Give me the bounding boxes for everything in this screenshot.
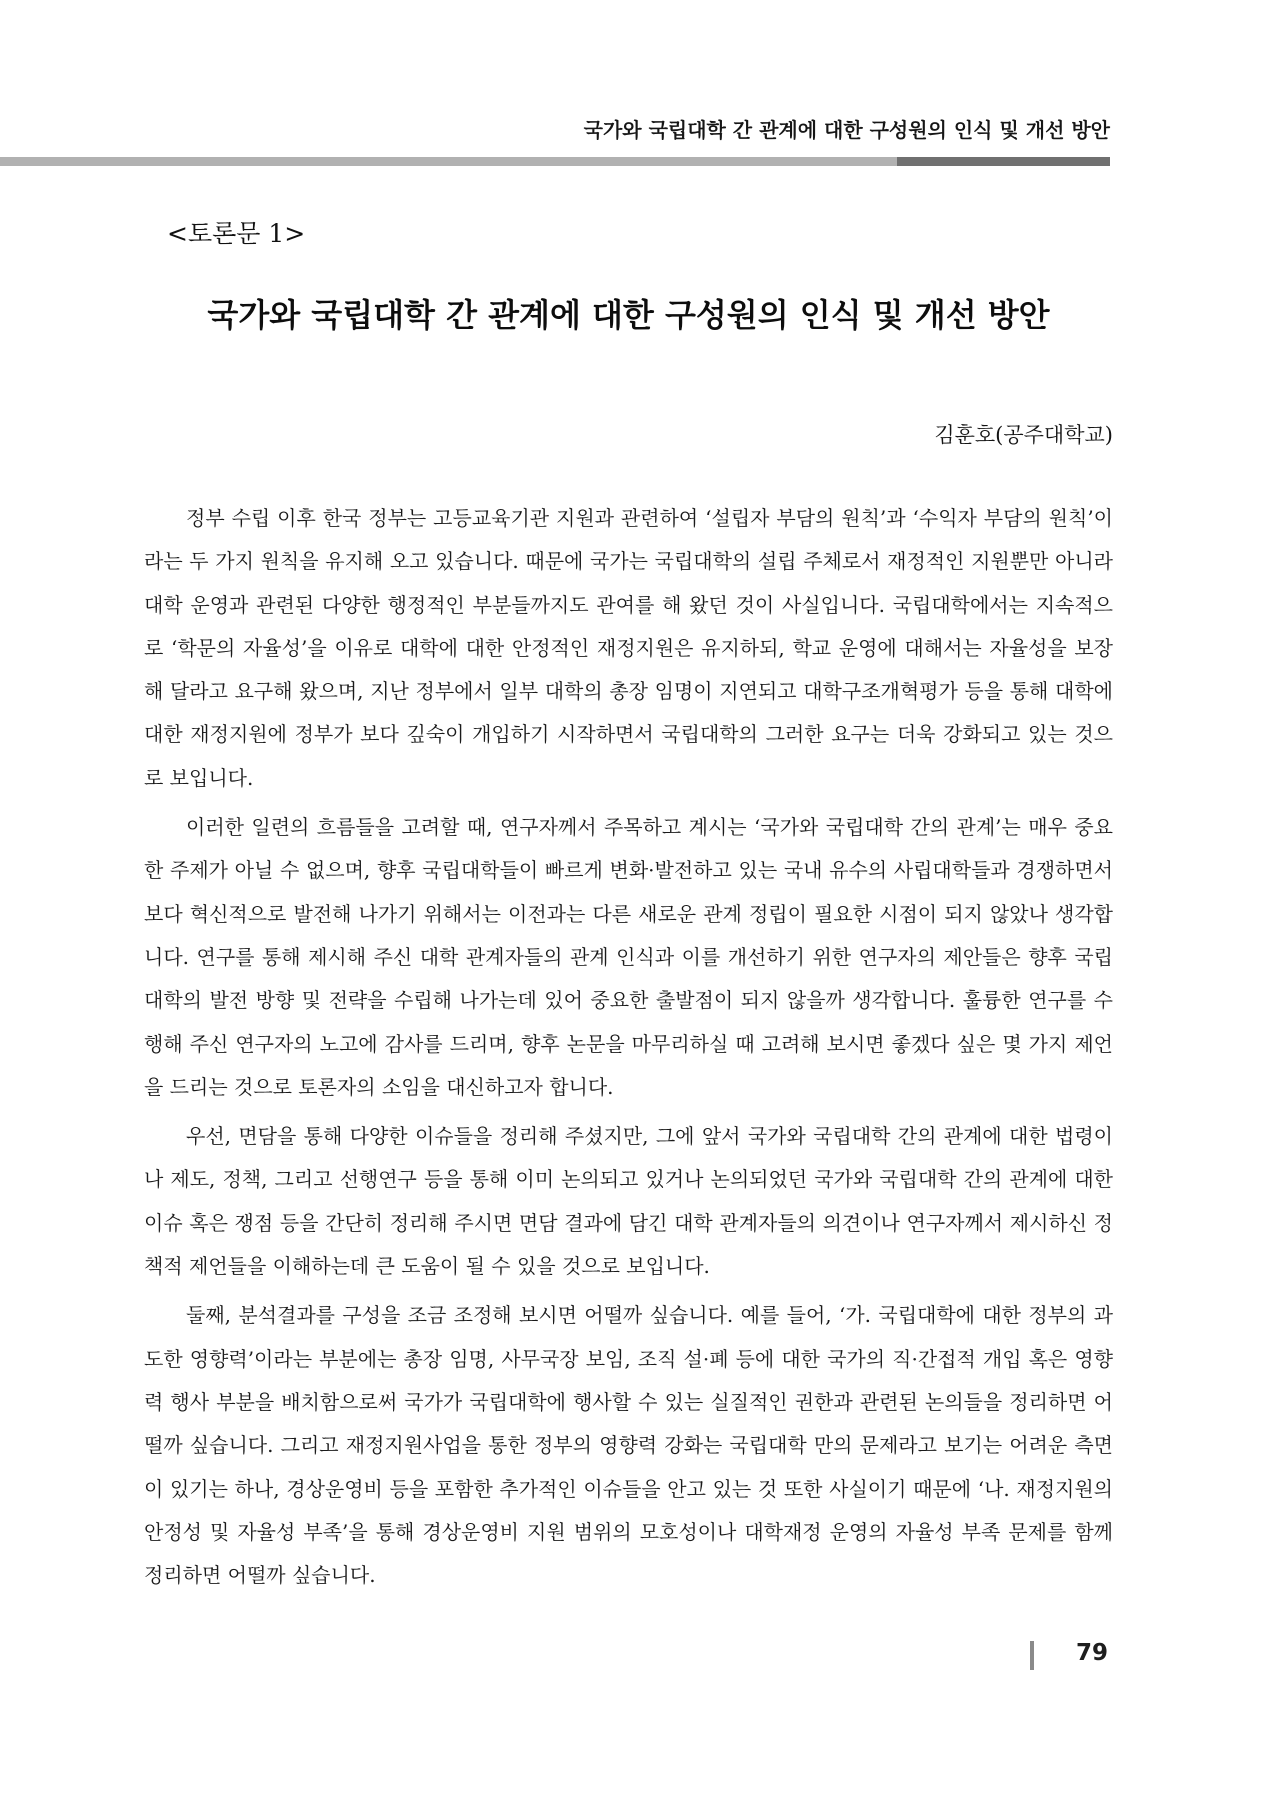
author-affiliation: 김훈호(공주대학교)	[934, 423, 1113, 447]
page-number-divider	[1030, 1641, 1034, 1670]
header-rule-light-segment	[0, 157, 897, 166]
header-rule	[0, 157, 1110, 166]
paragraph-1: 정부 수립 이후 한국 정부는 고등교육기관 지원과 관련하여 ‘설립자 부담의 원칙’과 ‘수익자 부담의 원칙’이라는 두 가지 원칙을 유지해 오고 있습니다. 때문에 국가는 국립대학의 설립 주체로서 재정적인 지원뿐만 아니라 대학 운영과 관련된 다양한 행정적인 부분들까지도 관여를 해 왔던 것이 사실입니다. 국립대학에서는 지속적으로 ‘학문의 자율성’을 이유로 대학에 대한 안정적인 재정지원은 유지하되, 학교 운영에 대해서는 자율성을 보장해 달라고 요구해 왔으며, 지난 정부에서 일부 대학의 총장 임명이 지연되고 대학구조개혁평가 등을 통해 대학에 대한 재정지원에 정부가 보다 깊숙이 개입하기 시작하면서 국립대학의 그러한 요구는 더욱 강화되고 있는 것으로 보입니다.	[144, 506, 1113, 790]
paragraph-4: 둘째, 분석결과를 구성을 조금 조정해 보시면 어떨까 싶습니다. 예를 들어, ‘가. 국립대학에 대한 정부의 과도한 영향력’이라는 부분에는 총장 임명, 사무국장 보임, 조직 설·폐 등에 대한 국가의 직·간접적 개입 혹은 영향력 행사 부분을 배치함으로써 국가가 국립대학에 행사할 수 있는 실질적인 권한과 관련된 논의들을 정리하면 어떨까 싶습니다. 그리고 재정지원사업을 통한 정부의 영향력 강화는 국립대학 만의 문제라고 보기는 어려운 측면이 있기는 하나, 경상운영비 등을 포함한 추가적인 이슈들을 안고 있는 것 또한 사실이기 때문에 ‘나. 재정지원의 안정성 및 자율성 부족’을 통해 경상운영비 지원 범위의 모호성이나 대학재정 운영의 자율성 부족 문제를 함께 정리하면 어떨까 싶습니다.	[144, 1303, 1113, 1588]
page-number: 79	[1076, 1640, 1109, 1666]
document-body	[144, 497, 1113, 1597]
running-header-title: 국가와 국립대학 간 관계에 대한 구성원의 인식 및 개선 방안	[583, 118, 1110, 142]
header-rule-dark-segment	[897, 157, 1110, 166]
discussion-paper-label: <토론문 1>	[167, 219, 306, 248]
paragraph-3: 우선, 면담을 통해 다양한 이슈들을 정리해 주셨지만, 그에 앞서 국가와 국립대학 간의 관계에 대한 법령이나 제도, 정책, 그리고 선행연구 등을 통해 이미 논의되고 있거나 논의되었던 국가와 국립대학 간의 관계에 대한 이슈 혹은 쟁점 등을 간단히 정리해 주시면 면담 결과에 담긴 대학 관계자들의 의견이나 연구자께서 제시하신 정책적 제언들을 이해하는데 큰 도움이 될 수 있을 것으로 보입니다.	[144, 1124, 1113, 1279]
page-title: 국가와 국립대학 간 관계에 대한 구성원의 인식 및 개선 방안	[207, 296, 1050, 334]
paragraph-2: 이러한 일련의 흐름들을 고려할 때, 연구자께서 주목하고 계시는 ‘국가와 국립대학 간의 관계’는 매우 중요한 주제가 아닐 수 없으며, 향후 국립대학들이 빠르게 변화·발전하고 있는 국내 유수의 사립대학들과 경쟁하면서 보다 혁신적으로 발전해 나가기 위해서는 이전과는 다른 새로운 관계 정립이 필요한 시점이 되지 않았나 생각합니다. 연구를 통해 제시해 주신 대학 관계자들의 관계 인식과 이를 개선하기 위한 연구자의 제안들은 향후 국립대학의 발전 방향 및 전략을 수립해 나가는데 있어 중요한 출발점이 되지 않을까 생각합니다. 훌륭한 연구를 수행해 주신 연구자의 노고에 감사를 드리며, 향후 논문을 마무리하실 때 고려해 보시면 좋겠다 싶은 몇 가지 제언을 드리는 것으로 토론자의 소임을 대신하고자 합니다.	[144, 815, 1113, 1099]
